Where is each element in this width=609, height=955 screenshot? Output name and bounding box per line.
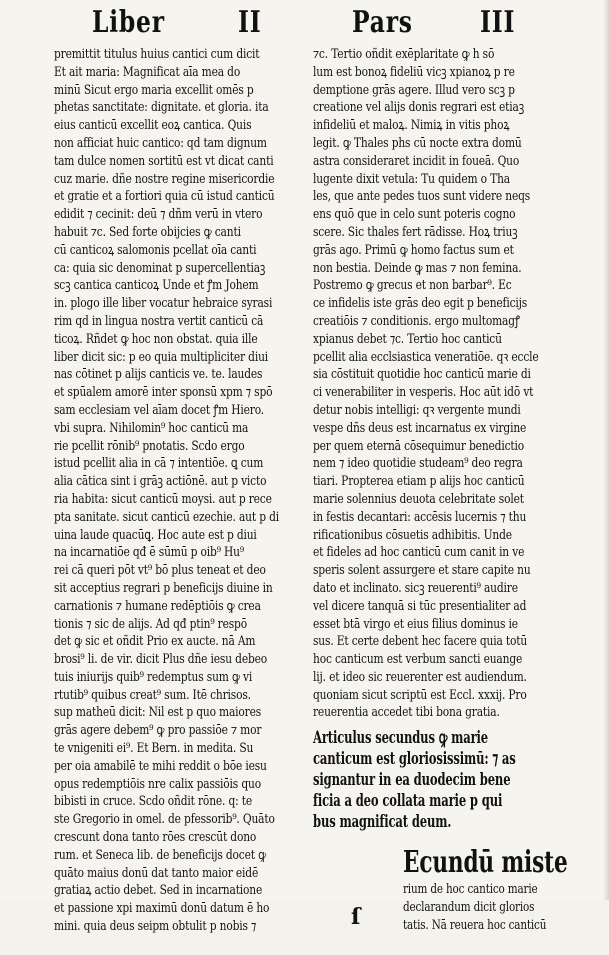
text-line: ens quō que in celo sunt poteris cogno: [313, 207, 516, 223]
running-head-numeral-right: III: [480, 5, 516, 40]
text-line: carnationis ⁊ humane redēptiōis ꝙ crea: [54, 598, 261, 614]
text-line: ci venerabiliter in vesperis. Hoc aūt idō vt: [313, 385, 534, 401]
page-edge-shadow: [603, 0, 609, 900]
text-line: rie pcellit rōnib⁹ pnotatis. Scdo ergo: [54, 438, 245, 454]
text-line: reuerentia accedet tibi bona gratia.: [313, 705, 500, 721]
section-text-line: tatis. Nā reuera hoc canticū: [403, 917, 547, 933]
section-title: Ecundū miste: [403, 845, 568, 881]
text-line: non bestia. Deinde ꝙ mas ⁊ non femina.: [313, 260, 522, 276]
text-line: sit acceptius regrari p beneficijs diuine in: [54, 580, 273, 596]
text-line: vbi supra. Nihilomin⁹ hoc canticū ma: [54, 420, 249, 436]
text-line: lum est bonoꝝ fideliū vicꝫ xpianoꝝ p re: [313, 64, 515, 80]
article-heading-line: ficia a deo collata marie p qui: [313, 791, 503, 812]
text-line: et passione xpi maximū donū datum ē ho: [54, 901, 270, 917]
text-line: lij. et ideo sic reuerenter est audiendum.: [313, 669, 527, 685]
text-line: les, que ante pedes tuos sunt videre neqs: [313, 189, 531, 205]
right-column-body: [313, 46, 578, 722]
text-line: cū canticoꝝ salomonis pcellat oīa canti: [54, 242, 257, 258]
text-line: premittit titulus huius cantici cum dicit: [54, 47, 260, 62]
text-line: ticoꝝ. Rñdet ꝙ hoc non obstat. quia ille: [54, 331, 258, 347]
text-line: istud pcellit alia in cā ⁊ intentiōe. ꝗ cum: [54, 456, 264, 472]
text-line: in. plogo ille liber vocatur hebraice syrasi: [54, 296, 273, 312]
text-line: opus redemptiōis nre calix passiōis quo: [54, 776, 261, 792]
text-line: esset btā virgo et eius filius dominus ie: [313, 616, 518, 632]
text-line: tionis ⁊ sic de alijs. Ad qđ ptin⁹ respō: [54, 616, 247, 632]
article-heading-line: canticum est gloriosissimū: ⁊ as: [313, 749, 516, 770]
text-line: vel dicere tanquā si tūc presentialiter ad: [313, 598, 527, 614]
left-text-column: [54, 46, 302, 936]
text-line: non afficiat huic cantico: qd tam dignum: [54, 135, 267, 151]
text-line: ⁊c. Tertio oñdit exēplaritate ꝙ h sō: [313, 47, 495, 62]
text-line: rei cā queri pōt vt⁹ bō plus teneat et deo: [54, 563, 266, 579]
section-text-line: rium de hoc cantico marie: [403, 882, 538, 898]
text-line: sus. Et certe debent hec facere quia totū: [313, 634, 528, 650]
text-line: quāto maius donū dat tanto maior eidē: [54, 865, 259, 881]
text-line: lugente dixit vetula: Tu quidem o Tha: [313, 171, 510, 187]
text-line: hoc canticum est verbum sancti euange: [313, 652, 523, 668]
text-line: rim qd in lingua nostra vertit canticū cā: [54, 313, 264, 329]
text-line: sup matheū dicit: Nil est p quo maiores: [54, 705, 262, 721]
text-line: per quem eternā cōsequimur benedictio: [313, 438, 524, 454]
text-line: Et ait maria: Magnificat aīa mea do: [54, 64, 241, 80]
marginal-mark: ſ: [351, 904, 361, 931]
text-line: gratiaꝝ actio debet. Sed in incarnatione: [54, 883, 263, 899]
text-line: cuz marie. dñe nostre regine misericordie: [54, 171, 275, 187]
text-line: ce infidelis iste grās deo egit p beneficijs: [313, 296, 528, 312]
article-heading-line: bus magnificat deum.: [313, 812, 452, 833]
text-line: rificationibus cōsuetis adhibitis. Unde: [313, 527, 512, 543]
text-line: marie solennius deuota celebritate solet: [313, 491, 524, 507]
text-line: tam dulce nomen sortitū est vt dicat canti: [54, 153, 274, 169]
right-text-column: [313, 46, 578, 955]
section-lines: [403, 881, 578, 934]
text-line: brosi⁹ li. de vir. dicit Plus dñe iesu debeo: [54, 652, 268, 668]
text-line: tuis iniurijs quib⁹ redemptus sum ꝙ vi: [54, 669, 253, 685]
text-line: nem ⁊ ideo quotidie studeam⁹ deo regra: [313, 456, 523, 472]
text-line: eius canticū excellit eoꝝ cantica. Quis: [54, 118, 252, 134]
text-line: liber dicit sic: p eo quia multipliciter diui: [54, 349, 269, 365]
text-line: phetas sanctitate: dignitate. et gloria. ita: [54, 100, 269, 116]
text-line: creatiōis ⁊ conditionis. ergo multomagꝭ: [313, 313, 520, 329]
section-text-line: declarandum dicit glorios: [403, 900, 535, 916]
text-line: astra consideraret incidit in foueā. Quo: [313, 153, 520, 169]
text-line: Postremo ꝙ grecus et non barbar⁹. Ec: [313, 278, 512, 294]
text-line: sam ecclesiam vel aīam docet ꝭm Hiero.: [54, 402, 265, 418]
article-heading-line: signantur in ea duodecim bene: [313, 770, 511, 791]
text-line: speris solent assurgere et stare capite nu: [313, 563, 531, 579]
text-line: et spūalem amorē inter sponsū xpm ⁊ spō: [54, 385, 273, 401]
running-head-liber: Liber: [92, 5, 165, 40]
text-line: scere. Sic thales fert rādisse. Hoꝝ triuꝫ: [313, 224, 518, 240]
text-line: det ꝙ sic et oñdit Prio ex aucte. nā Am: [54, 634, 256, 650]
text-line: edidit ⁊ cecinit: deū ⁊ dñm verū in vtero: [54, 207, 263, 223]
article-heading: [313, 728, 578, 833]
text-line: ria habita: sicut canticū moysi. aut p rece: [54, 491, 272, 507]
text-line: mini. quia deus seipm obtulit p nobis ⁊: [54, 919, 257, 935]
text-line: creatione vel alijs donis regrari est etiaꝫ: [313, 100, 525, 116]
text-line: ste Gregorio in omel. de pfessorib⁹. Quāto: [54, 812, 275, 828]
text-line: detur nobis intelligi: qꝛ vergente mundi: [313, 402, 521, 418]
text-line: bibisti in cruce. Scdo oñdit rōne. q: te: [54, 794, 253, 810]
text-line: uina laude quacūꝗ. Hoc aute est p diui: [54, 527, 257, 543]
text-line: te vnigeniti ei⁹. Et Bern. in medita. Su: [54, 741, 254, 757]
text-line: quoniam sicut scriptū est Eccl. xxxij. Pro: [313, 687, 527, 703]
text-line: alia cātica sint i grāꝫ actiōnē. aut p victo: [54, 474, 267, 490]
text-line: grās ago. Primū ꝙ homo factus sum et: [313, 242, 514, 258]
text-line: crescunt dona tanto rōes crescūt dono: [54, 830, 257, 846]
text-line: demptione grās agere. Illud vero scꝫ p: [313, 82, 515, 98]
text-line: et gratie et a fortiori quia cū istud canticū: [54, 189, 275, 205]
text-line: per oia amabilē te mihi reddit o bōe iesu: [54, 758, 267, 774]
text-line: vespe dñs deus est incarnatus ex virgine: [313, 420, 527, 436]
article-heading-line: Articulus secundus ꝙ marie: [313, 728, 489, 749]
text-line: sia cōstituit quotidie hoc canticū marie di: [313, 367, 531, 383]
text-line: et fideles ad hoc canticū cum canit in ve: [313, 545, 525, 561]
text-line: tiari. Propterea etiam p alijs hoc canticū: [313, 474, 525, 490]
text-line: pcellit alia ecclsiastica veneratiōe. qꝛ eccle: [313, 349, 539, 365]
text-line: legit. ꝙ Thales phs cū nocte extra domū: [313, 135, 522, 151]
text-line: habuit ⁊c. Sed forte obijcies ꝙ canti: [54, 224, 241, 240]
text-line: pta sanitate. sicut canticū ezechie. aut p di: [54, 509, 279, 525]
running-head: [0, 6, 609, 42]
text-line: ca: quia sic denominat p supercellentiaꝫ: [54, 260, 266, 276]
text-line: minū Sicut ergo maria excellit omēs p: [54, 82, 254, 98]
text-line: scꝫ cantica canticoꝝ Unde et ꝭm Johem: [54, 278, 259, 294]
text-line: na incarnatiōe qđ ē sūmū p oib⁹ Hu⁹: [54, 545, 244, 561]
text-line: grās agere debem⁹ ꝙ pro passiōe ⁊ mor: [54, 723, 262, 739]
running-head-pars: Pars: [352, 5, 413, 40]
section-opening: [313, 845, 578, 955]
text-line: rtutib⁹ quibus creat⁹ sum. Itē chrisos.: [54, 687, 251, 703]
text-line: in festis decantari: accēsis lucernis ⁊ thu: [313, 509, 527, 525]
text-line: infideliū et maloꝝ. Nimiꝝ in vitis phoꝝ: [313, 118, 510, 134]
running-head-numeral-left: II: [238, 5, 262, 40]
text-line: nas cōtinet p alijs canticis ve. te. laudes: [54, 367, 263, 383]
text-line: xpianus debet ⁊c. Tertio hoc canticū: [313, 331, 502, 347]
text-line: rum. et Seneca lib. de beneficijs docet ꝙ: [54, 847, 266, 863]
text-line: dato et inclinato. sicꝫ reuerenti⁹ audire: [313, 580, 518, 596]
